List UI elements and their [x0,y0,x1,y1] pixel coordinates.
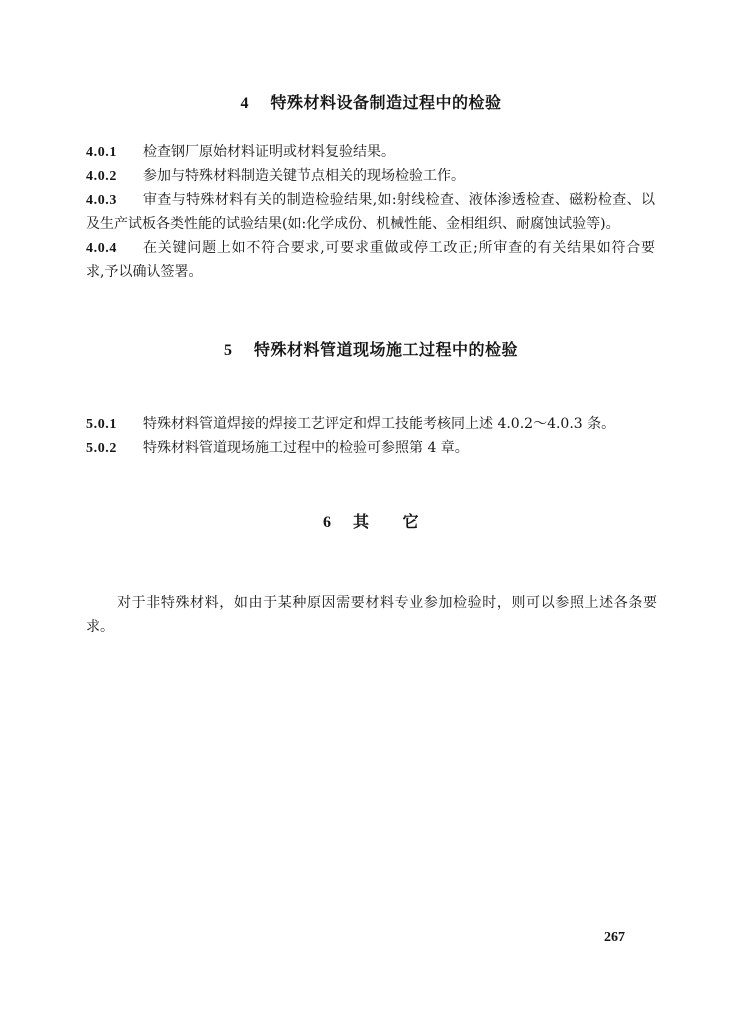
clause-text: 检查钢厂原始材料证明或材料复验结果。 [143,144,395,160]
clause-text: 在关键问题上如不符合要求,可要求重做或停工改正;所审查的有关结果如符合要 [143,240,655,256]
section-5-heading [86,340,656,360]
clause-text: 特殊材料管道焊接的焊接工艺评定和焊工技能考核同上述 4.0.2～4.0.3 条。 [143,416,616,432]
clause-5-0-2 [86,436,656,460]
clause-line [86,236,656,260]
section-4-clauses [86,140,656,284]
clause-text: 参加与特殊材料制造关键节点相关的现场检验工作。 [143,168,465,184]
clause-5-0-1 [86,412,656,436]
clause-text: 特殊材料管道现场施工过程中的检验可参照第 4 章。 [143,440,469,456]
clause-number: 4.0.4 [86,241,117,256]
section-6-title: 其 它 [352,512,419,531]
section-6-heading [86,512,656,532]
section-4-number: 4 [240,95,249,112]
clause-4-0-2 [86,164,656,188]
clause-continuation-line: 及生产试板各类性能的试验结果(如:化学成份、机械性能、金相组织、耐腐蚀试验等)。 [86,216,620,232]
clause-continuation-line: 求,予以确认签署。 [86,264,203,280]
clause-line [86,188,656,212]
section-6-paragraph [86,591,656,639]
page-number: 267 [604,930,625,945]
clause-4-0-1 [86,140,656,164]
section-5-title: 特殊材料管道现场施工过程中的检验 [253,340,518,359]
clause-text: 审查与特殊材料有关的制造检验结果,如:射线检查、液体渗透检查、磁粉检查、以 [143,192,655,208]
clause-4-0-4 [86,236,656,284]
clause-number: 5.0.2 [86,441,117,456]
clause-number: 4.0.2 [86,169,117,184]
clause-line [86,140,656,164]
section-6-number: 6 [322,514,331,531]
clause-line [86,412,656,436]
section-5-clauses [86,412,656,460]
section-4-title: 特殊材料设备制造过程中的检验 [270,93,502,112]
paragraph-text: 对于非特殊材料，如由于某种原因需要材料专业参加检验时，则可以参照上述各条要 [117,595,657,611]
clause-number: 5.0.1 [86,417,117,432]
clause-4-0-3 [86,188,656,236]
paragraph-line [86,591,656,615]
clause-number: 4.0.1 [86,145,117,160]
clause-number: 4.0.3 [86,193,117,208]
clause-line [86,164,656,188]
section-5-number: 5 [223,342,232,359]
section-4-heading [86,93,656,113]
paragraph-continuation-line: 求。 [86,619,114,635]
clause-line [86,436,656,460]
